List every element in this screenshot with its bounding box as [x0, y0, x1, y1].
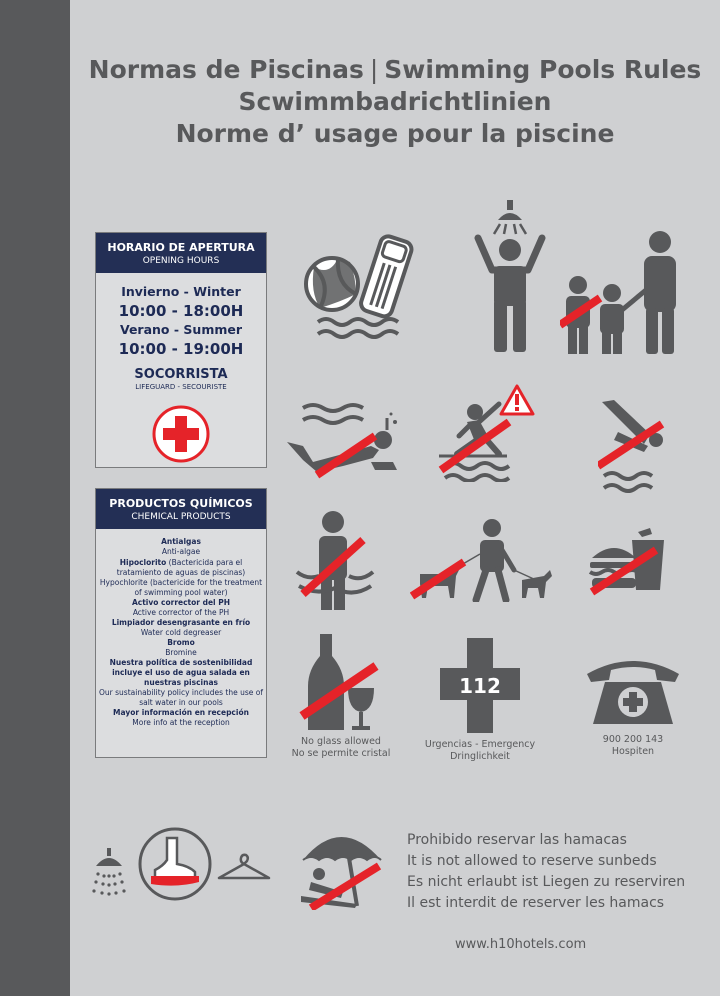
emergency-number: 112 [459, 674, 501, 698]
no-sunbed-reserving-icon [297, 820, 387, 910]
no-glass-caption [286, 736, 396, 760]
no-glass-caption-es: No se permite cristal [291, 748, 391, 759]
sunbed-rules-text [407, 830, 685, 914]
chem-bromine: Bromo [167, 638, 195, 647]
website-url: www.h10hotels.com [455, 937, 587, 952]
no-diving-snorkel-icon [283, 400, 403, 480]
opening-hours-panel [95, 232, 267, 468]
opening-hours-subheading: OPENING HOURS [142, 256, 220, 266]
title-line-1 [70, 54, 720, 86]
ball-and-float-icon [300, 232, 415, 342]
opening-hours-heading: HORARIO DE APERTURA [107, 241, 255, 254]
no-pets-icon [410, 518, 555, 602]
telephone-icon [583, 652, 683, 727]
title-french: Norme d’ usage pour la piscine [175, 119, 615, 148]
emergency-caption-de: Dringlichkeit [450, 751, 510, 762]
emergency-caption-es-en: Urgencias - Emergency [424, 739, 536, 750]
chemical-products-subheading: CHEMICAL PRODUCTS [131, 512, 231, 522]
footwear-required-icon [137, 826, 213, 902]
summer-label: Verano - Summer [119, 322, 243, 337]
clothes-hanger-icon [215, 852, 273, 884]
chem-sustainability-en: Our sustainability policy includes the use of salt water in our pools [99, 688, 263, 707]
sunbed-rule-es: Prohibido reservar las hamacas [407, 832, 627, 848]
sunbed-rule-de: Es nicht erlaubt ist Liegen zu reserviren [407, 874, 686, 890]
chemical-products-panel [95, 488, 267, 758]
first-aid-cross-icon [151, 404, 211, 464]
winter-label: Invierno - Winter [121, 284, 241, 299]
no-diving-icon [598, 396, 668, 496]
title-english: Swimming Pools Rules [384, 55, 702, 84]
chem-bromine-en: Bromine [165, 648, 197, 657]
emergency-caption [420, 739, 540, 763]
lifeguard-label: SOCORRISTA [134, 367, 228, 382]
chem-degreaser: Limpiador desengrasante en frío [111, 618, 251, 627]
summer-time: 10:00 - 19:00H [118, 340, 244, 358]
chem-sustainability: Nuestra política de sostenibilidad incluye el uso de agua salada en nuestras piscinas [109, 658, 253, 687]
shower-icon [90, 848, 126, 898]
hospital-caption [580, 734, 686, 758]
title-block [70, 54, 720, 150]
chemical-list [96, 529, 266, 728]
no-food-icon [588, 520, 666, 600]
winter-time: 10:00 - 18:00H [118, 302, 244, 320]
chem-ph: Activo corrector del PH [131, 598, 231, 607]
no-glass-icon [298, 630, 380, 735]
no-glass-caption-en: No glass allowed [301, 736, 381, 747]
chem-reception-en: More info at the reception [132, 718, 230, 727]
chem-antialgae-en: Anti-algae [161, 547, 201, 556]
no-urinating-icon [293, 510, 378, 612]
sunbed-rule-fr: Il est interdit de reserver les hamacs [407, 895, 665, 911]
sidebar-band [0, 0, 70, 996]
chem-reception: Mayor información en recepción [113, 708, 249, 717]
chem-degreaser-en: Water cold degreaser [140, 628, 222, 637]
lifeguard-sub: LIFEGUARD - SECOURISTE [135, 383, 227, 391]
children-accompanied-icon [560, 230, 695, 355]
no-running-slippery-icon [437, 382, 537, 482]
chem-antialgae: Antialgas [161, 537, 201, 546]
chem-hypochlorite: Hipoclorito [119, 558, 167, 567]
chem-hypochlorite-desc: (Bactericida para el tratamiento de aguas de piscinas) [116, 558, 246, 577]
shower-before-swimming-icon [470, 200, 550, 355]
opening-hours-header [96, 233, 266, 273]
chem-ph-en: Active corrector of the PH [132, 608, 230, 617]
hospital-phone-number: 900 200 143 [602, 734, 664, 745]
hospital-name: Hospiten [611, 746, 655, 757]
chemical-products-heading: PRODUCTOS QUÍMICOS [109, 497, 253, 510]
chemical-products-header [96, 489, 266, 529]
sunbed-rule-en: It is not allowed to reserve sunbeds [407, 853, 657, 869]
title-separator: | [369, 55, 379, 84]
title-spanish: Normas de Piscinas [88, 55, 364, 84]
chem-hypochlorite-en: Hypochlorite (bactericide for the treatment of swimming pool water) [99, 578, 263, 597]
title-german: Scwimmbadrichtlinien [238, 87, 552, 116]
